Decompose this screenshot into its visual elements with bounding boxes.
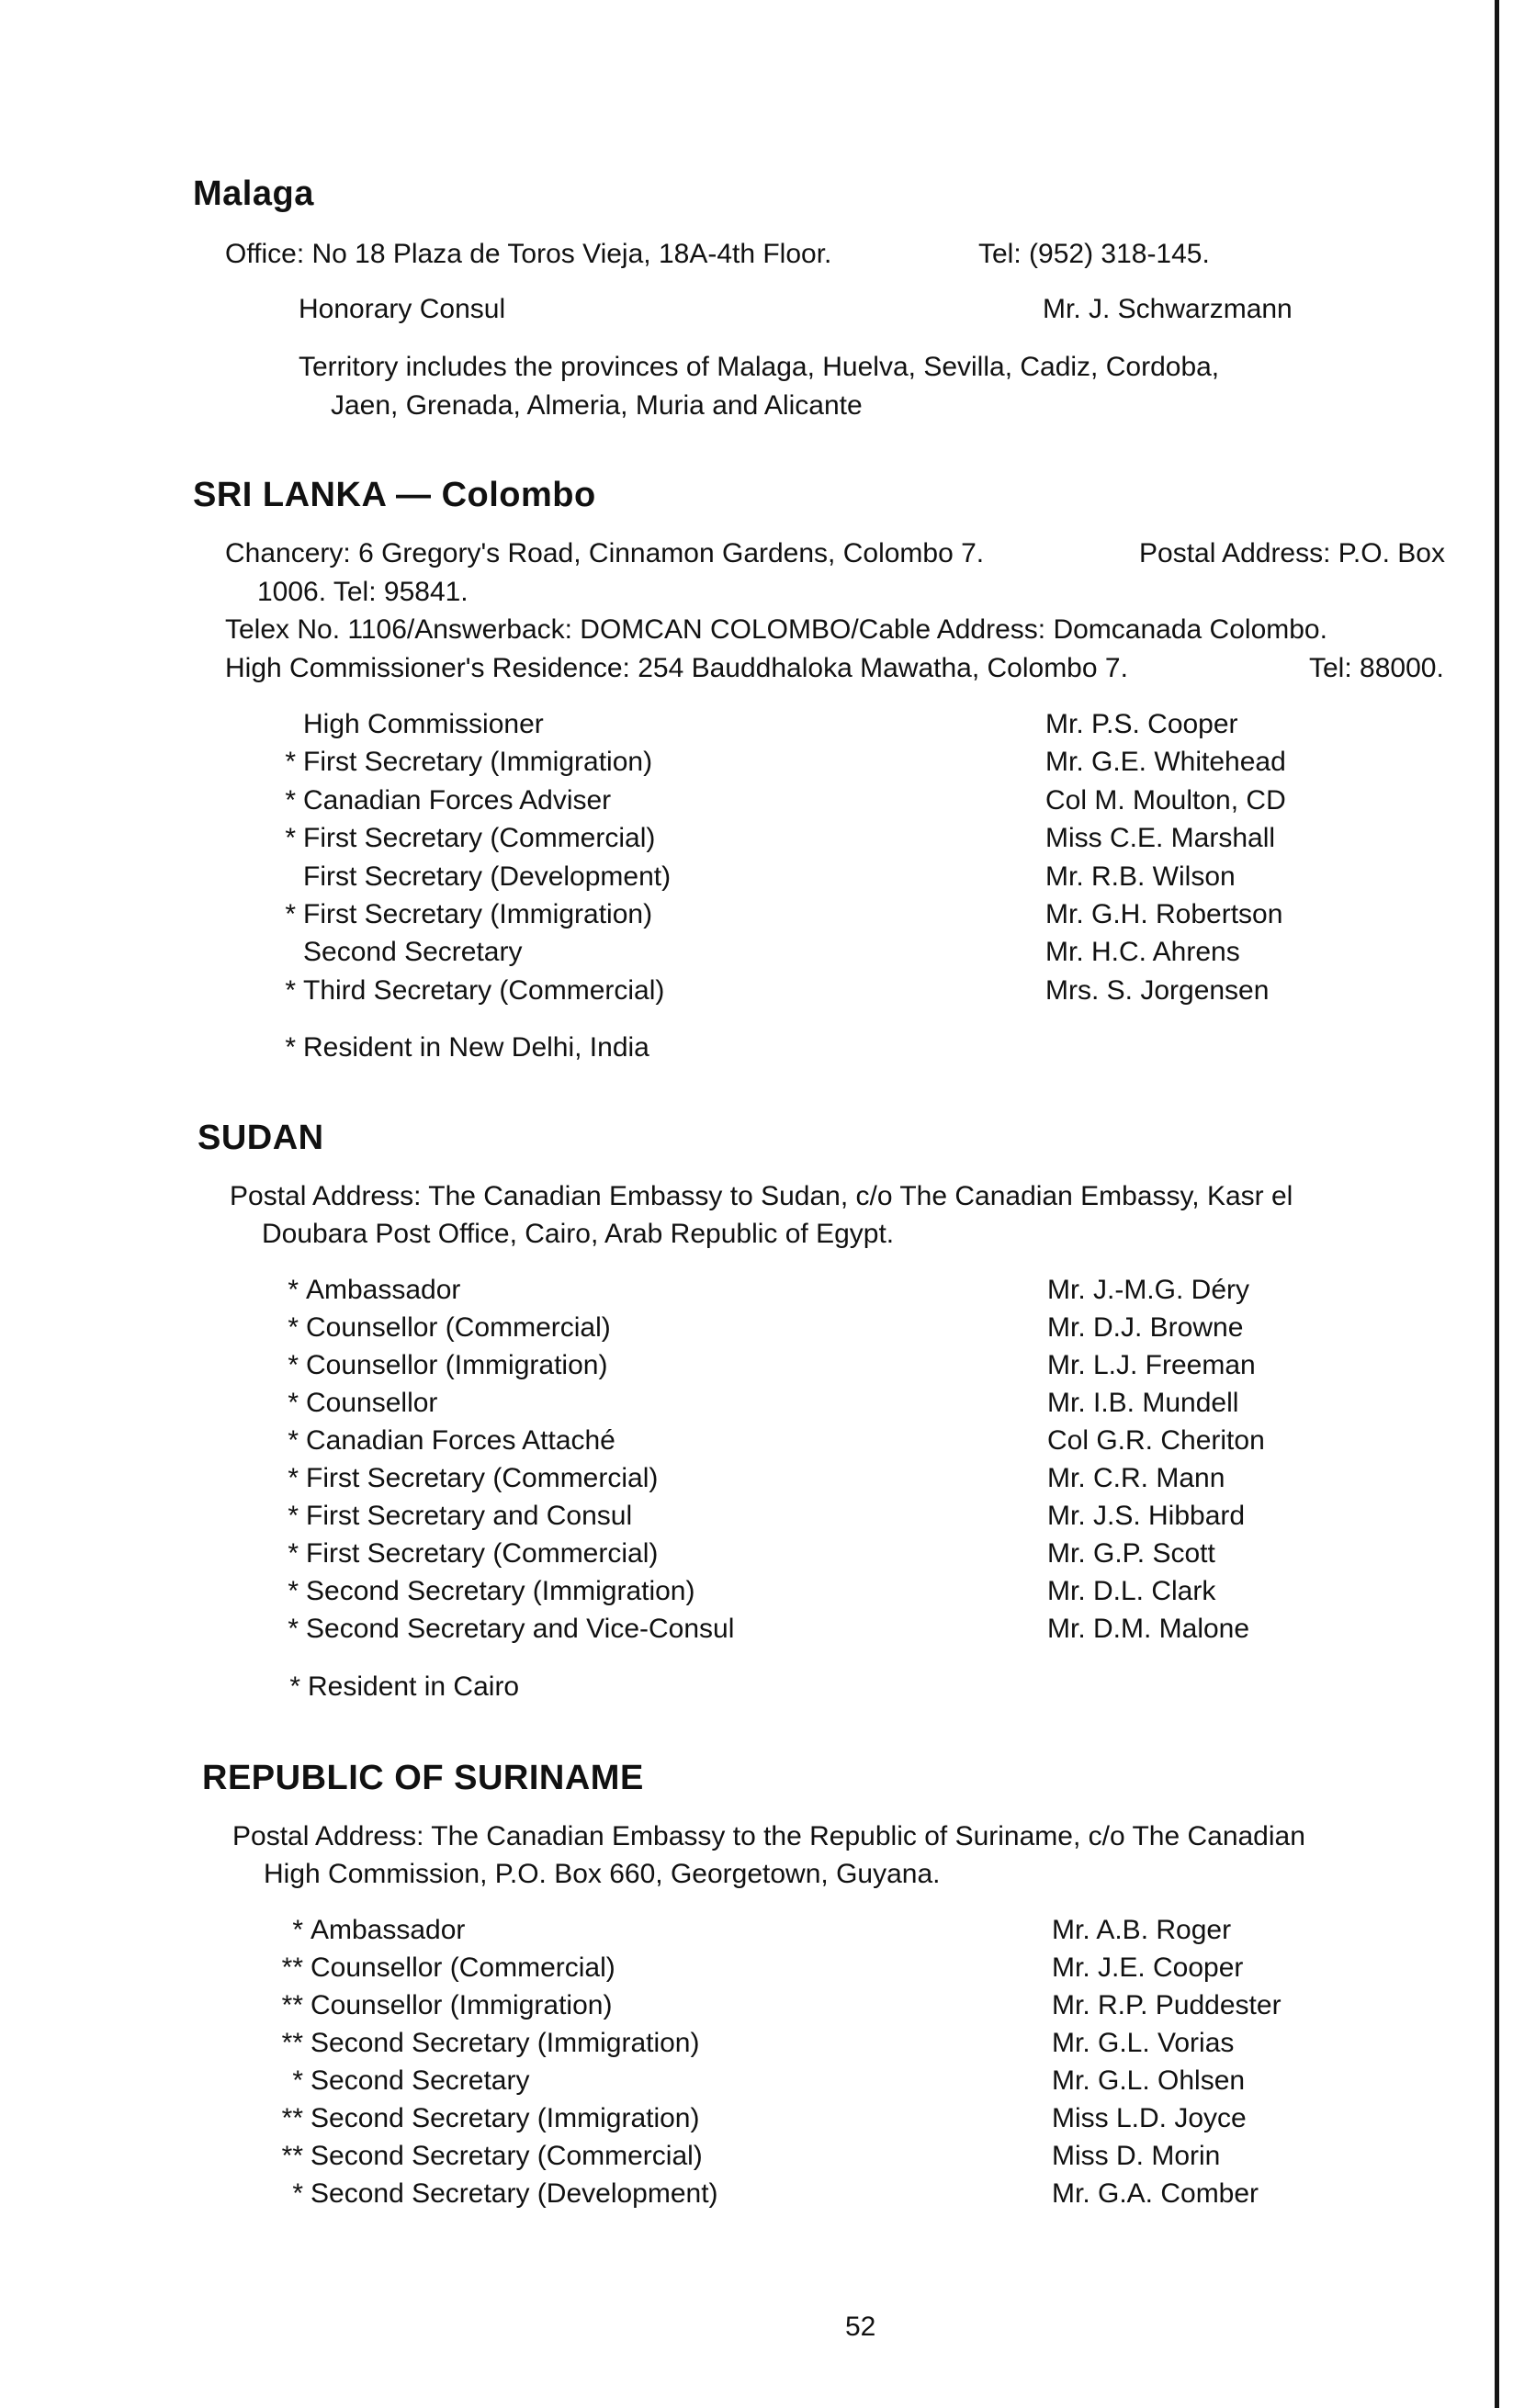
staff-title: [265, 1992, 612, 2020]
asterisk-mark: *: [288, 1501, 299, 1531]
staff-name: Mr. D.L. Clark: [1047, 1576, 1216, 1606]
staff-title: [268, 977, 664, 1005]
sri-lanka-telex: Telex No. 1106/Answerback: DOMCAN COLOMBO/Cable Address: Domcanada Colombo.: [225, 614, 1327, 645]
asterisk-mark: *: [288, 1425, 299, 1456]
malaga-telephone: Tel: (952) 318-145.: [978, 239, 1210, 269]
malaga-office-address: Office: No 18 Plaza de Toros Vieja, 18A-4th Floor.: [225, 239, 832, 269]
staff-title: [268, 711, 544, 738]
staff-title: [265, 2180, 718, 2208]
asterisk-mark: *: [285, 785, 296, 816]
footnote-text: Resident in New Delhi, India: [303, 1032, 649, 1063]
asterisk-mark: **: [281, 2141, 303, 2171]
staff-title-text: Ambassador: [311, 1915, 466, 1945]
malaga-territory-line-1: Territory includes the provinces of Malaga, Huelva, Sevilla, Cadiz, Cordoba,: [299, 352, 1220, 382]
suriname-postal-line-2: High Commission, P.O. Box 660, Georgetown, Guyana.: [264, 1859, 941, 1889]
staff-title-text: First Secretary (Commercial): [306, 1463, 659, 1493]
asterisk-mark: *: [292, 1915, 303, 1945]
section-heading-suriname: REPUBLIC OF SURINAME: [202, 1759, 644, 1797]
staff-title: [265, 2067, 529, 2095]
staff-title: [271, 1465, 658, 1492]
staff-title: [268, 939, 522, 966]
asterisk-mark: *: [285, 823, 296, 853]
staff-title-text: Counsellor (Immigration): [306, 1350, 608, 1380]
asterisk-mark: *: [288, 1312, 299, 1343]
staff-name: Mrs. S. Jorgensen: [1045, 975, 1270, 1006]
staff-title: [271, 1578, 695, 1605]
staff-title-text: Second Secretary (Immigration): [311, 2028, 700, 2058]
page-edge-rule: [1495, 0, 1499, 2408]
staff-title: [265, 2105, 700, 2132]
staff-name: Mr. I.B. Mundell: [1047, 1388, 1239, 1418]
asterisk-mark: **: [281, 1952, 303, 1983]
section-heading-malaga: Malaga: [193, 174, 314, 213]
staff-title-text: Second Secretary (Immigration): [306, 1576, 695, 1606]
staff-title-text: First Secretary (Development): [303, 861, 672, 892]
staff-title: [271, 1314, 611, 1342]
asterisk-mark: *: [285, 1032, 296, 1063]
malaga-territory-line-2: Jaen, Grenada, Almeria, Muria and Alicante: [331, 390, 863, 421]
staff-title-text: First Secretary (Immigration): [303, 899, 653, 929]
asterisk-mark: *: [288, 1538, 299, 1569]
staff-title-text: Canadian Forces Attaché: [306, 1425, 615, 1456]
staff-title: [268, 863, 671, 891]
asterisk-mark: *: [288, 1614, 299, 1644]
suriname-postal-line-1: Postal Address: The Canadian Embassy to the Republic of Suriname, c/o The Canadian: [232, 1821, 1305, 1851]
staff-name: Mr. R.P. Puddester: [1052, 1990, 1282, 2020]
staff-name: Mr. R.B. Wilson: [1045, 861, 1236, 892]
asterisk-mark: *: [285, 975, 296, 1006]
staff-name: Col G.R. Cheriton: [1047, 1425, 1265, 1456]
staff-title: [265, 2143, 703, 2170]
staff-title: [271, 1390, 437, 1417]
staff-name: Mr. C.R. Mann: [1047, 1463, 1225, 1493]
asterisk-mark: **: [281, 2103, 303, 2133]
section-heading-sudan: SUDAN: [198, 1119, 324, 1157]
staff-name: Col M. Moulton, CD: [1045, 785, 1286, 816]
asterisk-mark: *: [292, 2178, 303, 2209]
staff-title: [271, 1502, 632, 1530]
staff-title: [271, 1277, 460, 1304]
staff-title-text: Counsellor (Commercial): [311, 1952, 615, 1983]
staff-title: [265, 1954, 615, 1982]
staff-name: Mr. H.C. Ahrens: [1045, 937, 1240, 967]
staff-title-text: High Commissioner: [303, 709, 544, 739]
staff-name: Mr. G.P. Scott: [1047, 1538, 1215, 1569]
staff-title-text: Second Secretary: [303, 937, 523, 967]
staff-name: Miss C.E. Marshall: [1045, 823, 1276, 853]
asterisk-mark: **: [281, 2028, 303, 2058]
staff-name: Mr. D.J. Browne: [1047, 1312, 1244, 1343]
staff-title-text: First Secretary (Commercial): [303, 823, 656, 853]
staff-name: Mr. G.H. Robertson: [1045, 899, 1283, 929]
staff-title: [268, 787, 611, 815]
staff-title-text: Counsellor (Immigration): [311, 1990, 613, 2020]
staff-title-text: Canadian Forces Adviser: [303, 785, 612, 816]
section-heading-sri-lanka: SRI LANKA — Colombo: [193, 476, 596, 514]
staff-title: [271, 1615, 734, 1643]
asterisk-mark: *: [288, 1576, 299, 1606]
staff-title: [271, 1427, 615, 1455]
staff-name: Mr. G.A. Comber: [1052, 2178, 1259, 2209]
staff-title: [268, 825, 655, 852]
asterisk-mark: **: [281, 1990, 303, 2020]
malaga-consul-name: Mr. J. Schwarzmann: [1043, 294, 1293, 324]
staff-title: [271, 1352, 607, 1379]
staff-name: Mr. J.E. Cooper: [1052, 1952, 1244, 1983]
footnote-resident-new-delhi: [268, 1034, 649, 1062]
staff-title-text: Second Secretary (Development): [311, 2178, 718, 2209]
asterisk-mark: *: [288, 1350, 299, 1380]
staff-name: Mr. G.L. Vorias: [1052, 2028, 1235, 2058]
staff-title: [268, 748, 652, 776]
asterisk-mark: *: [288, 1388, 299, 1418]
sri-lanka-box-and-tel: 1006. Tel: 95841.: [257, 577, 469, 607]
sri-lanka-postal-label: Postal Address: P.O. Box: [1139, 538, 1445, 568]
footnote-resident-cairo: [273, 1673, 519, 1701]
footnote-text: Resident in Cairo: [308, 1671, 520, 1702]
sudan-postal-line-1: Postal Address: The Canadian Embassy to Sudan, c/o The Canadian Embassy, Kasr el: [230, 1181, 1293, 1211]
staff-title: [271, 1540, 658, 1568]
staff-name: Mr. D.M. Malone: [1047, 1614, 1250, 1644]
staff-title-text: Second Secretary and Vice-Consul: [306, 1614, 735, 1644]
staff-title-text: Counsellor (Commercial): [306, 1312, 611, 1343]
staff-title-text: Second Secretary (Commercial): [311, 2141, 703, 2171]
staff-name: Miss D. Morin: [1052, 2141, 1221, 2171]
sri-lanka-chancery-address: Chancery: 6 Gregory's Road, Cinnamon Gardens, Colombo 7.: [225, 538, 985, 568]
staff-title: [265, 1917, 465, 1944]
staff-name: Miss L.D. Joyce: [1052, 2103, 1247, 2133]
staff-title-text: Second Secretary (Immigration): [311, 2103, 700, 2133]
staff-name: Mr. J.S. Hibbard: [1047, 1501, 1246, 1531]
staff-name: Mr. G.E. Whitehead: [1045, 747, 1286, 777]
staff-title-text: Ambassador: [306, 1275, 461, 1305]
staff-title: [265, 2030, 700, 2057]
asterisk-mark: *: [289, 1671, 300, 1702]
staff-title-text: First Secretary (Immigration): [303, 747, 653, 777]
sudan-postal-line-2: Doubara Post Office, Cairo, Arab Republic of Egypt.: [262, 1219, 895, 1249]
staff-title-text: Second Secretary: [311, 2065, 530, 2096]
asterisk-mark: *: [288, 1463, 299, 1493]
asterisk-mark: *: [285, 747, 296, 777]
sri-lanka-residence: High Commissioner's Residence: 254 Bauddhaloka Mawatha, Colombo 7.: [225, 653, 1128, 683]
sri-lanka-residence-tel: Tel: 88000.: [1309, 653, 1444, 683]
staff-title-text: First Secretary and Consul: [306, 1501, 633, 1531]
staff-title-text: First Secretary (Commercial): [306, 1538, 659, 1569]
staff-title: [268, 901, 652, 928]
staff-name: Mr. L.J. Freeman: [1047, 1350, 1256, 1380]
staff-name: Mr. A.B. Roger: [1052, 1915, 1232, 1945]
staff-name: Mr. J.-M.G. Déry: [1047, 1275, 1249, 1305]
malaga-consul-title: Honorary Consul: [299, 294, 506, 324]
staff-name: Mr. G.L. Ohlsen: [1052, 2065, 1246, 2096]
asterisk-mark: *: [288, 1275, 299, 1305]
asterisk-mark: *: [292, 2065, 303, 2096]
asterisk-mark: *: [285, 899, 296, 929]
page-number: 52: [845, 2312, 876, 2342]
staff-name: Mr. P.S. Cooper: [1045, 709, 1238, 739]
staff-title-text: Third Secretary (Commercial): [303, 975, 665, 1006]
staff-title-text: Counsellor: [306, 1388, 438, 1418]
